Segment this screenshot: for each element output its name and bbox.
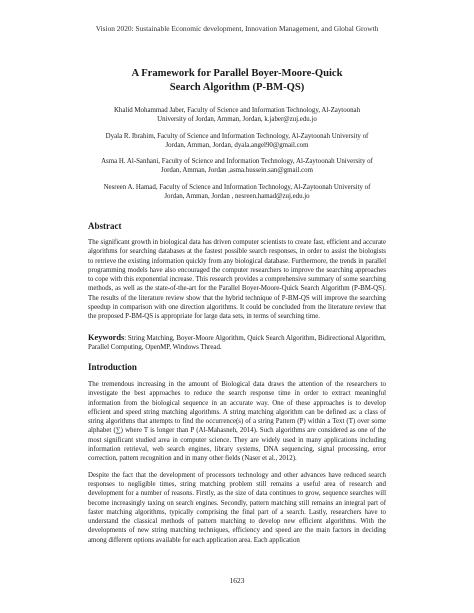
keywords-block [88,333,386,353]
author-affiliation [75,183,399,202]
affiliation-line: Asma H. Al-Sanhani, Faculty of Science and Information Technology, Al-Zaytoonah University of [101,158,373,166]
paper-title-line-1: A Framework for Parallel Boyer-Moore-Quick [131,68,343,79]
author-affiliations [75,106,399,208]
author-affiliation [75,132,399,151]
introduction-paragraph: The tremendous increasing in the amount of Biological data draws the attention of the researchers to investigate the best approaches to reduce the search response time in order to extract meaningful information from the biological sequence in an accurate way. One of these approaches is to develop efficient and speed string matching algorithms. A string matching algorithm can be defined as: a class of string algorithms that attempts to find the occurrence(s) of a string Pattern (P) within a Text (T) over some alphabet (∑) where T is longer than P (Al-Mahasneh, 2014). Such algorithms are considered as one of the most significant studied area in computer science. They are widely used in many applications including information retrieval, web search engines, library systems, DNA sequencing, signal processing, error correction, pattern recognition and in many other fields (Naser et al., 2012). [88,381,386,463]
page-number: 1623 [229,576,245,585]
affiliation-line: Khalid Mohammad Jaber, Faculty of Science and Information Technology, Al-Zaytoonah [113,107,361,114]
affiliation-line: Jordan, Amman, Jordan ,asma.hussein.san@gmail.com [161,167,313,175]
abstract-text [88,238,386,329]
affiliation-line: University of Jordan, Amman, Jordan, k.jaber@zuj.edu.jo [157,116,317,124]
introduction-heading: Introduction [88,362,137,372]
affiliation-line: Nesreen A. Hamad, Faculty of Science and Information Technology, Al-Zaytoonah University of [103,183,371,191]
abstract-paragraph: The significant growth in biological data has driven computer scientists to create fast, efficient and accurate algorithms for searching databases at the fastest possible search responses, in order to assist the biologists to retrieve the existing information quickly from any biological database. Furthermore, the trends in parallel programming models have also encouraged the computer researchers to improve the searching approaches to cope with this exponential increase. This research provides a comprehensive summary of some searching methods, as well as the state-of-the-art for the Parallel Boyer-Moore-Quick Search Algorithm (P-BM-QS). The results of the literature review show that the hybrid technique of P-BM-QS will improve the searching speedup in comparison with one direction algorithms. It could be concluded from the literature review that the proposed P-BM-QS is appropriate for large data sets, in terms of searching time. [88,239,386,321]
affiliation-line: Jordan, Amman, Jordan , nesreen.hamad@zuj.edu.jo [164,193,310,201]
introduction-paragraph: Despite the fact that the development of processors technology and other advances have reduced search responses to negligible times, string matching problem still remains a useful area of research and development for a number of reasons. Firstly, as the size of data continues to grow, sequence searches will become increasingly taxing on search engines. Secondly, pattern matching still remains an integral part of faster matching algorithms, typically comprising the final part of a search. Lastly, researchers have to understand the classical methods of pattern matching to develop new efficient algorithms. With the developments of new string matching techniques, efficiency and speed are the main factors in deciding among different options available for each application area. Each application [88,471,386,544]
affiliation-line: Jordan, Amman, Jordan, dyala.angel90@gmail.com [165,141,309,149]
paper-title-line-2: Search Algorithm (P-BM-QS) [169,82,305,93]
running-header: Vision 2020: Sustainable Economic development, Innovation Management, and Global Growth [95,24,379,33]
keywords-text: : String Matching, Boyer-Moore Algorithm, Quick Search Algorithm, Bidirectional Algorithm, Parallel Computing, OpenMP, Windows Thread. [88,335,386,352]
affiliation-line: Dyala R. Ibrahim, Faculty of Science and Information Technology, Al-Zaytoonah University of [105,132,369,140]
abstract-heading: Abstract [88,221,122,231]
introduction-text [88,380,386,552]
author-affiliation [75,106,399,125]
paper-title [0,67,474,95]
keywords-label: Keywords [88,333,125,342]
author-affiliation [75,157,399,176]
